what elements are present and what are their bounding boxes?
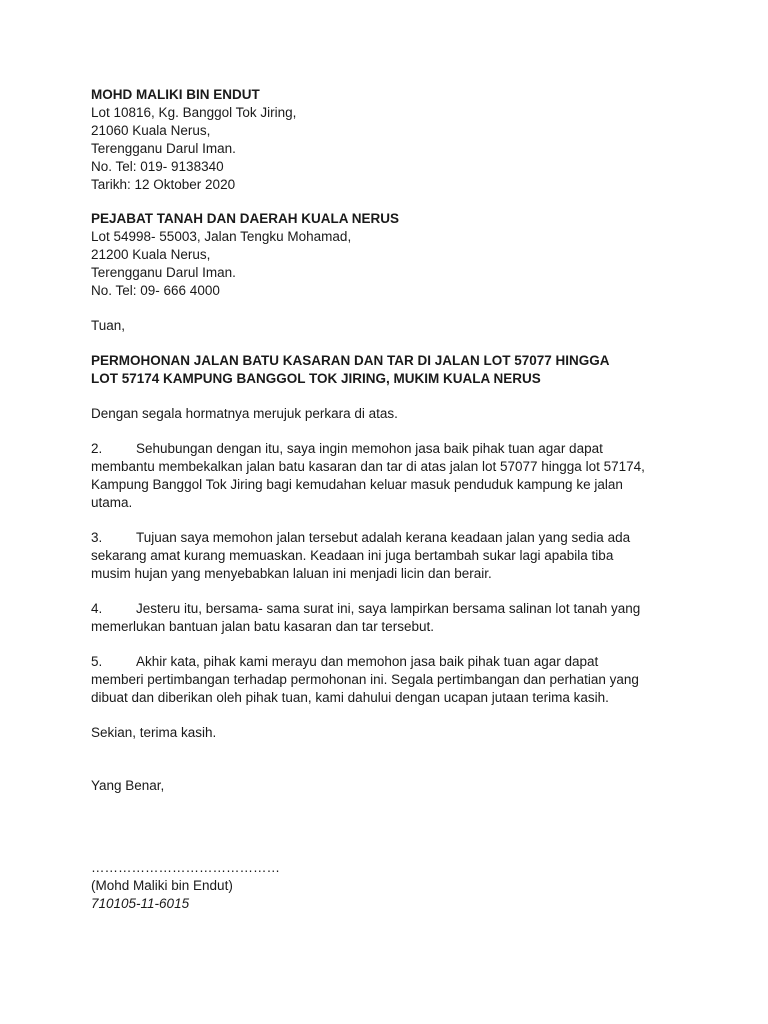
paragraph-text: Kampung Banggol Tok Jiring bagi kemudahan keluar masuk penduduk kampung ke jalan <box>91 477 623 492</box>
paragraph-3 <box>91 529 691 583</box>
opening-paragraph: Dengan segala hormatnya merujuk perkara di atas. <box>91 406 398 421</box>
paragraph-text: Tujuan saya memohon jalan tersebut adalah kerana keadaan jalan yang sedia ada <box>136 530 631 545</box>
closing-line: Sekian, terima kasih. <box>91 725 217 740</box>
recipient-address-line: 21200 Kuala Nerus, <box>91 247 211 262</box>
signature-block <box>91 859 691 913</box>
recipient-address-line: Lot 54998- 55003, Jalan Tengku Mohamad, <box>91 229 352 244</box>
paragraph-number: 5. <box>91 654 103 669</box>
letter-date: Tarikh: 12 Oktober 2020 <box>91 177 236 192</box>
subject-heading <box>91 352 691 388</box>
paragraph-5 <box>91 653 691 707</box>
paragraph-text: Jesteru itu, bersama- sama surat ini, saya lampirkan bersama salinan lot tanah yang <box>136 601 641 616</box>
paragraph-4 <box>91 600 691 636</box>
paragraph-text: utama. <box>91 495 133 510</box>
paragraph-text: Akhir kata, pihak kami merayu dan memohon jasa baik pihak tuan agar dapat <box>136 654 599 669</box>
paragraph-number: 2. <box>91 441 103 456</box>
paragraph-text: Sehubungan dengan itu, saya ingin memohon jasa baik pihak tuan agar dapat <box>136 441 603 456</box>
paragraph-number: 4. <box>91 601 103 616</box>
paragraph-text: sekarang amat kurang memuaskan. Keadaan ini juga bertambah sukar lagi apabila tiba <box>91 548 614 563</box>
signature-line: …………………………………… <box>91 860 280 875</box>
paragraph-number: 3. <box>91 530 103 545</box>
letter <box>91 86 691 913</box>
sender-address-line: Lot 10816, Kg. Banggol Tok Jiring, <box>91 105 297 120</box>
paragraph-text: dibuat dan diberikan oleh pihak tuan, kami dahului dengan ucapan jutaan terima kasih. <box>91 690 609 705</box>
paragraph-text: memberi pertimbangan terhadap permohonan ini. Segala pertimbangan dan perhatian yang <box>91 672 639 687</box>
recipient-block <box>91 210 691 300</box>
signoff: Yang Benar, <box>91 778 165 793</box>
signatory-name: (Mohd Maliki bin Endut) <box>91 878 233 893</box>
paragraph-2 <box>91 440 691 512</box>
signatory-ic-number: 710105-11-6015 <box>91 896 190 911</box>
paragraph-text: memerlukan bantuan jalan batu kasaran dan tar tersebut. <box>91 619 434 634</box>
sender-address-line: 21060 Kuala Nerus, <box>91 123 211 138</box>
salutation: Tuan, <box>91 318 126 333</box>
recipient-phone: No. Tel: 09- 666 4000 <box>91 283 220 298</box>
recipient-address-line: Terengganu Darul Iman. <box>91 265 236 280</box>
recipient-name: PEJABAT TANAH DAN DAERAH KUALA NERUS <box>91 211 400 226</box>
sender-address-line: Terengganu Darul Iman. <box>91 141 236 156</box>
sender-name: MOHD MALIKI BIN ENDUT <box>91 87 260 102</box>
subject-line: LOT 57174 KAMPUNG BANGGOL TOK JIRING, MUKIM KUALA NERUS <box>91 371 541 386</box>
subject-line: PERMOHONAN JALAN BATU KASARAN DAN TAR DI JALAN LOT 57077 HINGGA <box>91 353 610 368</box>
paragraph-text: membantu membekalkan jalan batu kasaran dan tar di atas jalan lot 57077 hingga lot 57174, <box>91 459 645 474</box>
sender-phone: No. Tel: 019- 9138340 <box>91 159 224 174</box>
paragraph-text: musim hujan yang menyebabkan laluan ini menjadi licin dan berair. <box>91 566 492 581</box>
sender-block <box>91 86 691 194</box>
